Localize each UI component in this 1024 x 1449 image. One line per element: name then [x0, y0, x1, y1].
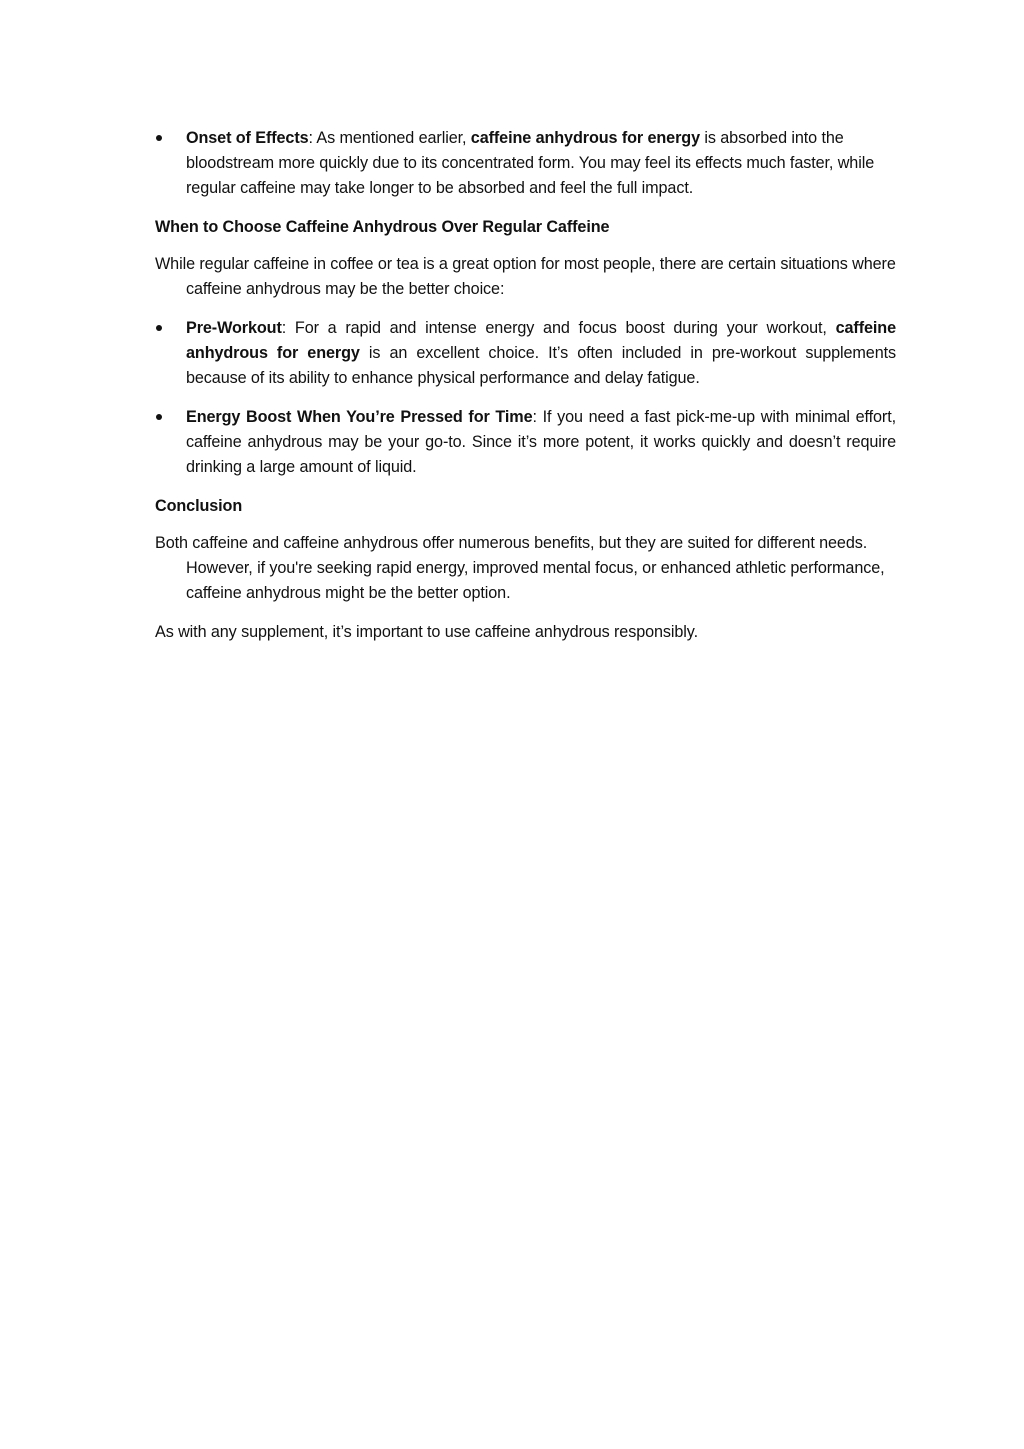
preworkout-text-lead: : For a rapid and intense energy and focus boost during your workout,	[281, 319, 836, 337]
term-energy-boost: Energy Boost When You’re Pressed for Time	[186, 408, 533, 426]
paragraph-closing: As with any supplement, it’s important to use caffeine anhydrous responsibly.	[155, 623, 698, 641]
bullet-icon	[156, 135, 162, 141]
energy-boost-text: : If you need a fast pick-me-up with minimal effort, caffeine anhydrous may be your go-to. Since it’s more potent, it works quickly and doesn’t require drinking a large amount of liquid.	[186, 408, 896, 476]
bullet-icon	[156, 325, 162, 331]
term-pre-workout: Pre-Workout	[186, 319, 282, 337]
list-item-pre-workout	[155, 316, 896, 391]
onset-text-lead: : As mentioned earlier,	[308, 129, 471, 147]
onset-text-rest: is absorbed into the bloodstream more quickly due to its concentrated form. You may feel its effects much faster, while regular caffeine may take longer to be absorbed and feel the full impact.	[186, 129, 875, 197]
paragraph-when-to-choose: While regular caffeine in coffee or tea is a great option for most people, there are certain situations where caffeine anhydrous may be the better choice:	[155, 255, 896, 298]
document-body	[155, 126, 896, 659]
list-item-energy-boost	[155, 405, 896, 480]
preworkout-text-rest: is an excellent choice. It’s often included in pre-workout supplements because of its ability to enhance physical performance and delay fatigue.	[186, 344, 897, 387]
section-heading-when-to-choose: When to Choose Caffeine Anhydrous Over Regular Caffeine	[155, 218, 610, 236]
onset-bold-phrase: caffeine anhydrous for energy	[470, 129, 700, 147]
preworkout-bold-phrase: caffeine anhydrous for energy	[186, 319, 896, 362]
section-heading-conclusion: Conclusion	[155, 497, 243, 515]
term-onset-of-effects: Onset of Effects	[186, 129, 309, 147]
list-item-onset-of-effects	[155, 126, 896, 201]
bullet-icon	[156, 414, 162, 420]
paragraph-conclusion: Both caffeine and caffeine anhydrous offer numerous benefits, but they are suited for different needs. However, if you're seeking rapid energy, improved mental focus, or enhanced athletic performance, caffeine anhydrous might be the better option.	[155, 534, 885, 602]
